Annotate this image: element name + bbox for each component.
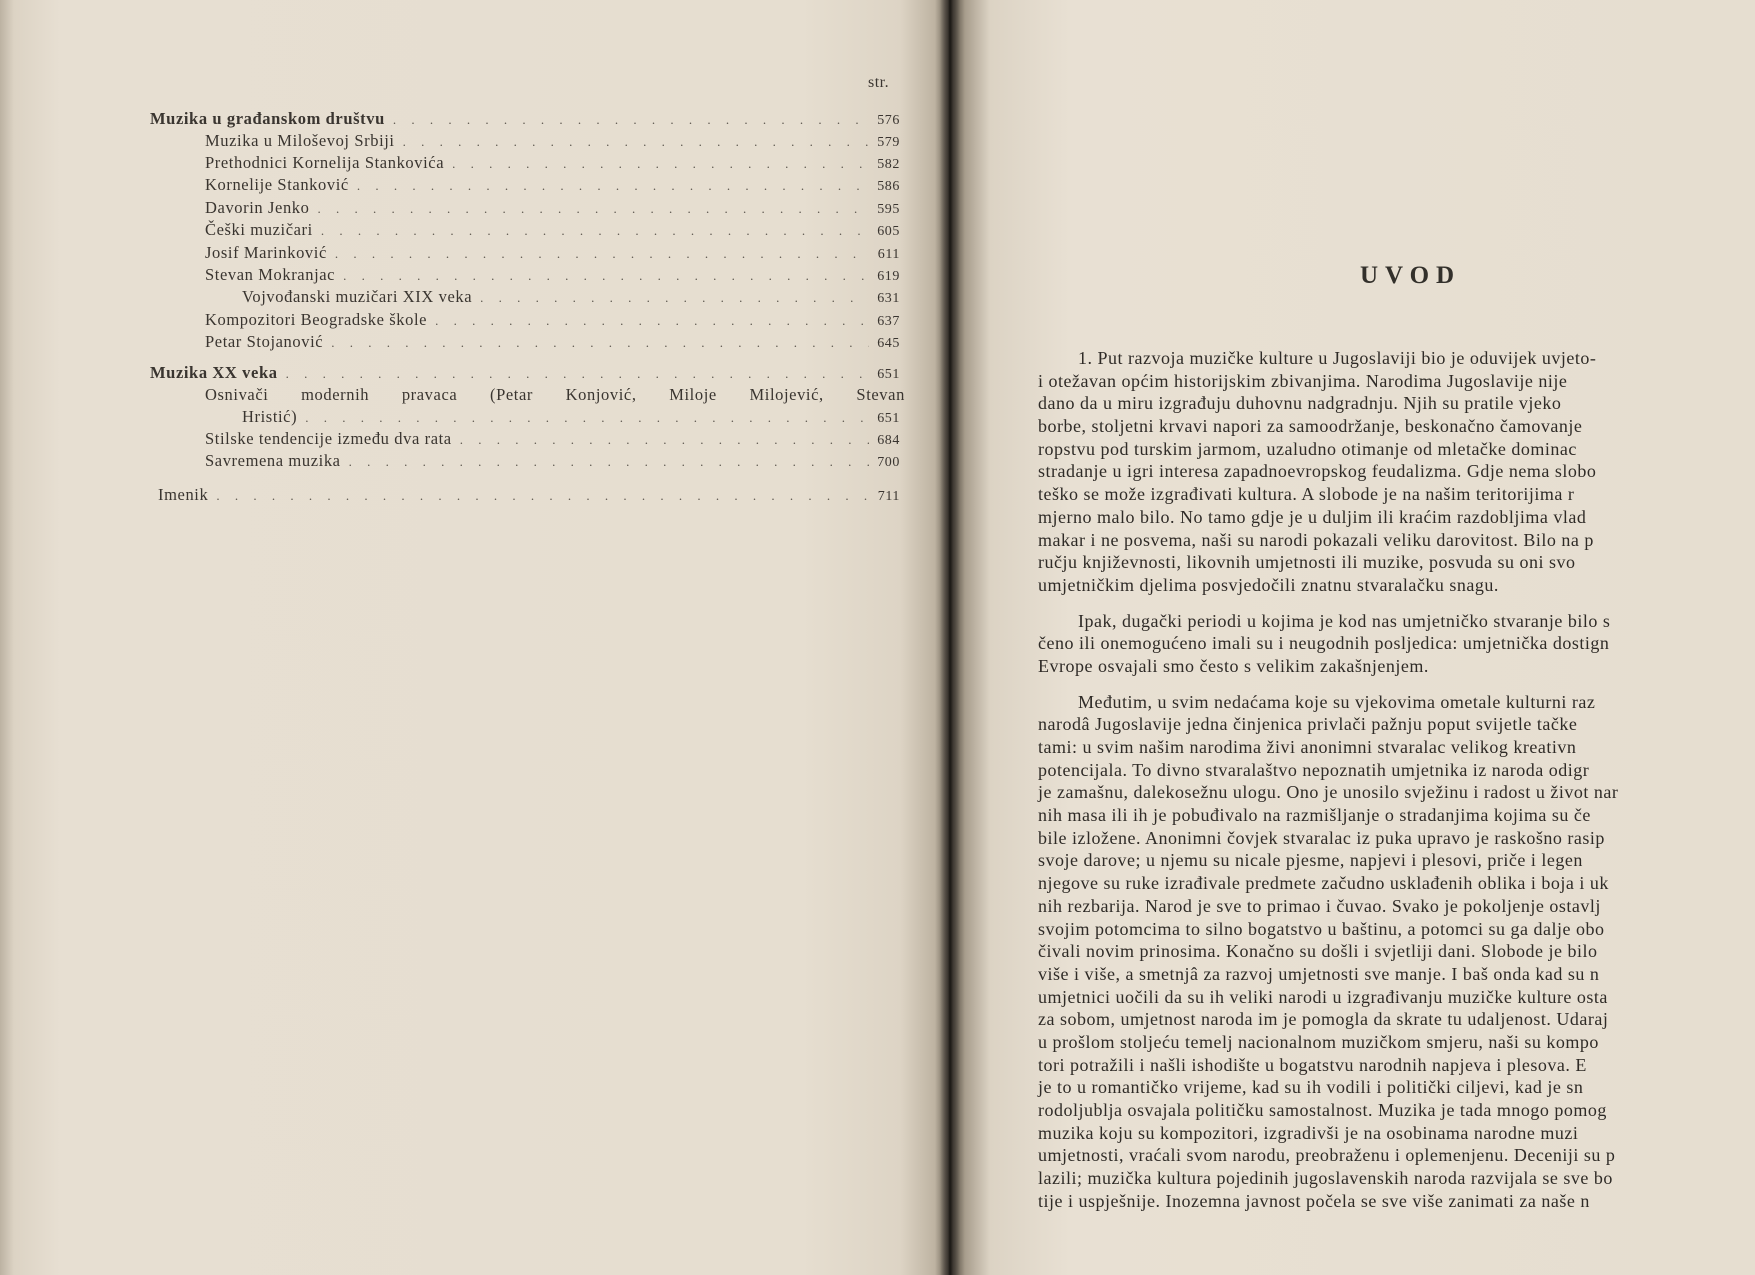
toc-row: Davorin Jenko . . . 595 xyxy=(150,197,900,219)
book-gutter xyxy=(935,0,965,1275)
intro-body xyxy=(1038,347,1755,1212)
toc-row: Josif Marinković . . . 611 xyxy=(150,242,900,264)
toc-row: Petar Stojanović . . . 645 xyxy=(150,331,900,353)
toc-row: Muzika u građanskom društvu . . . 576 xyxy=(150,108,900,130)
toc-row: Savremena muzika . . . 700 xyxy=(150,450,900,472)
toc-row-wrapped-first-line: Osnivači modernih pravaca (Petar Konjović, Miloje Milojević, Stevan xyxy=(205,385,905,404)
toc-row: Kompozitori Beogradske škole . . . 637 xyxy=(150,309,900,331)
toc-row: Vojvođanski muzičari XIX veka . . . 631 xyxy=(150,286,900,308)
toc-row: Hristić) . . . 651 xyxy=(150,406,900,428)
paragraph-3: Međutim, u svim nedaćama koje su vjekovima ometale kulturni raz narodâ Jugoslavije jedna činjenica privlači pažnju poput svijetle tačke tami: u svim našim narodima živi anonimni stvaralac velikog kreativn potencijala. To divno stvaralaštvo nepoznatih umjetnika iz naroda odigr je zamašnu, dalekosežnu ulogu. Ono je unosilo svježinu i radost u život nar nih masa ili ih je pobuđivalo na razmišljanje o stradanjima kojima su če bile izložene. Anonimni čovjek stvaralac iz puka upravo je raskošno rasip svoje darove; u njemu su nicale pjesme, napjevi i plesovi, priče i legen njegove su ruke izrađivale predmete začudno usklađenih oblika i boja i uk nih rezbarija. Narod je sve to primao i čuvao. Svako je pokoljenje ostavlj svojim potomcima to silno bogatstvo u baštinu, a potomci su ga dalje obo čivali novim prinosima. Konačno su došli i svjetliji dani. Slobode je bilo više i više, a smetnjâ za razvoj umjetnosti sve manje. I baš onda kad su n umjetnici uočili da su ih veliki narodi u izgrađivanju muzičke kulture osta za sobom, umjetnost naroda im je pomogla da skrate tu udaljenost. Udaraj u prošlom stoljeću temelj nacionalnom muzičkom smjeru, naši su kompo tori potražili i našli ishodište u bogatstvu narodnih napjeva i plesova. E je to u romantičko vrijeme, kad su ih vodili i politički ciljevi, kad je sn rodoljublja osvajala političku samostalnost. Muzika je tada mnogo pomog muzika koju su kompozitori, izgradivši je na osobinama narodne muzi umjetnosti, vraćali svom narodu, preobraženu i oplemenjenu. Deceniji su p lazili; muzička kultura pojedinih jugoslavenskih naroda razvijala se sve bo tije i uspješnije. Inozemna javnost počela se sve više zanimati za naše n xyxy=(1038,691,1619,1211)
page-column-header: str. xyxy=(868,74,890,91)
toc-row: Muzika u Miloševoj Srbiji . . . 579 xyxy=(150,130,900,152)
paragraph-2: Ipak, dugački periodi u kojima je kod nas umjetničko stvaranje bilo s čeno ili onemogućeno imali su i neugodnih posljedica: umjetnička dostign Evrope osvajali smo često s velikim zakašnjenjem. xyxy=(1038,610,1611,676)
paragraph-1: 1. Put razvoja muzičke kulture u Jugoslaviji bio je oduvijek uvjeto- i otežavan općim historijskim zbivanjima. Narodima Jugoslavije nije dano da u miru izgrađuju duhovnu nadgradnju. Njih su pratile vjeko borbe, stoljetni krvavi napori za samoodržanje, beskonačno čamovanje ropstvu pod turskim jarmom, uzaludno otimanje od mletačke dominac stradanje u igri interesa zapadnoevropskog feudalizma. Gdje nema slobo teško se može izgrađivati kultura. A slobode je na našim teritorijima r mjerno malo bilo. No tamo gdje je u duljim ili kraćim razdobljima vlad makar i ne posvema, naši su narodi pokazali veliku darovitost. Bilo na p ručju književnosti, likovnih umjetnosti ili muzike, posvuda su oni svo umjetničkim djelima posvjedočili znatnu stvaralačku snagu. xyxy=(1038,348,1597,595)
toc-row: Kornelije Stanković . . . 586 xyxy=(150,174,900,196)
chapter-title: UVOD xyxy=(1360,262,1462,289)
toc-row: Muzika XX veka . . . 651 xyxy=(150,362,900,384)
toc-row: Stevan Mokranjac . . . 619 xyxy=(150,264,900,286)
toc-row: Češki muzičari . . . 605 xyxy=(150,219,900,241)
toc-row: Imenik . . . 711 xyxy=(150,484,900,506)
toc-row: Stilske tendencije između dva rata . . . 684 xyxy=(150,428,900,450)
toc-row: Prethodnici Kornelija Stankovića . . . 582 xyxy=(150,152,900,174)
